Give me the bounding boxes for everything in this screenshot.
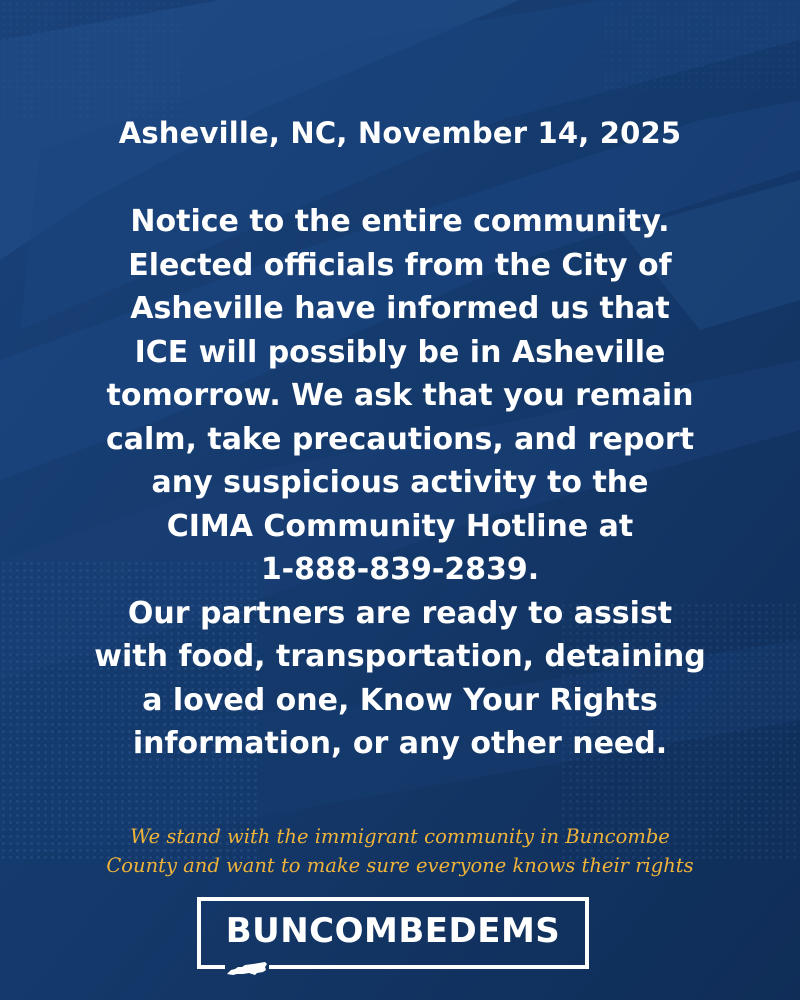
tagline (20, 822, 780, 880)
logo-text: BUNCOMBEDEMS (225, 911, 561, 951)
notice-line: Asheville have informed us that (130, 291, 670, 326)
notice-line: ICE will possibly be in Asheville (134, 334, 666, 370)
notice-text (20, 200, 780, 766)
buncombedems-logo (197, 897, 589, 969)
notice-line: any suspicious activity to the (151, 465, 649, 500)
notice-line: Elected officials from the City of (128, 247, 672, 283)
tagline-line: County and want to make sure everyone knows their rights (106, 854, 694, 877)
notice-line: tomorrow. We ask that you remain (106, 378, 694, 413)
notice-line: calm, take precautions, and report (105, 421, 695, 457)
notice-line: information, or any other need. (132, 726, 668, 761)
notice-line: a loved one, Know Your Rights (142, 682, 658, 718)
hotline-number: 1-888-839-2839. (260, 552, 540, 587)
dateline: Asheville, NC, November 14, 2025 (118, 116, 682, 150)
tagline-line: We stand with the immigrant community in Buncombe (130, 825, 670, 848)
notice-line: with food, transportation, detaining (94, 639, 706, 674)
notice-line: Notice to the entire community. (130, 204, 670, 239)
notice-line: CIMA Community Hotline at (166, 508, 634, 544)
north-carolina-state-icon (225, 961, 269, 977)
notice-line: Our partners are ready to assist (127, 595, 673, 631)
